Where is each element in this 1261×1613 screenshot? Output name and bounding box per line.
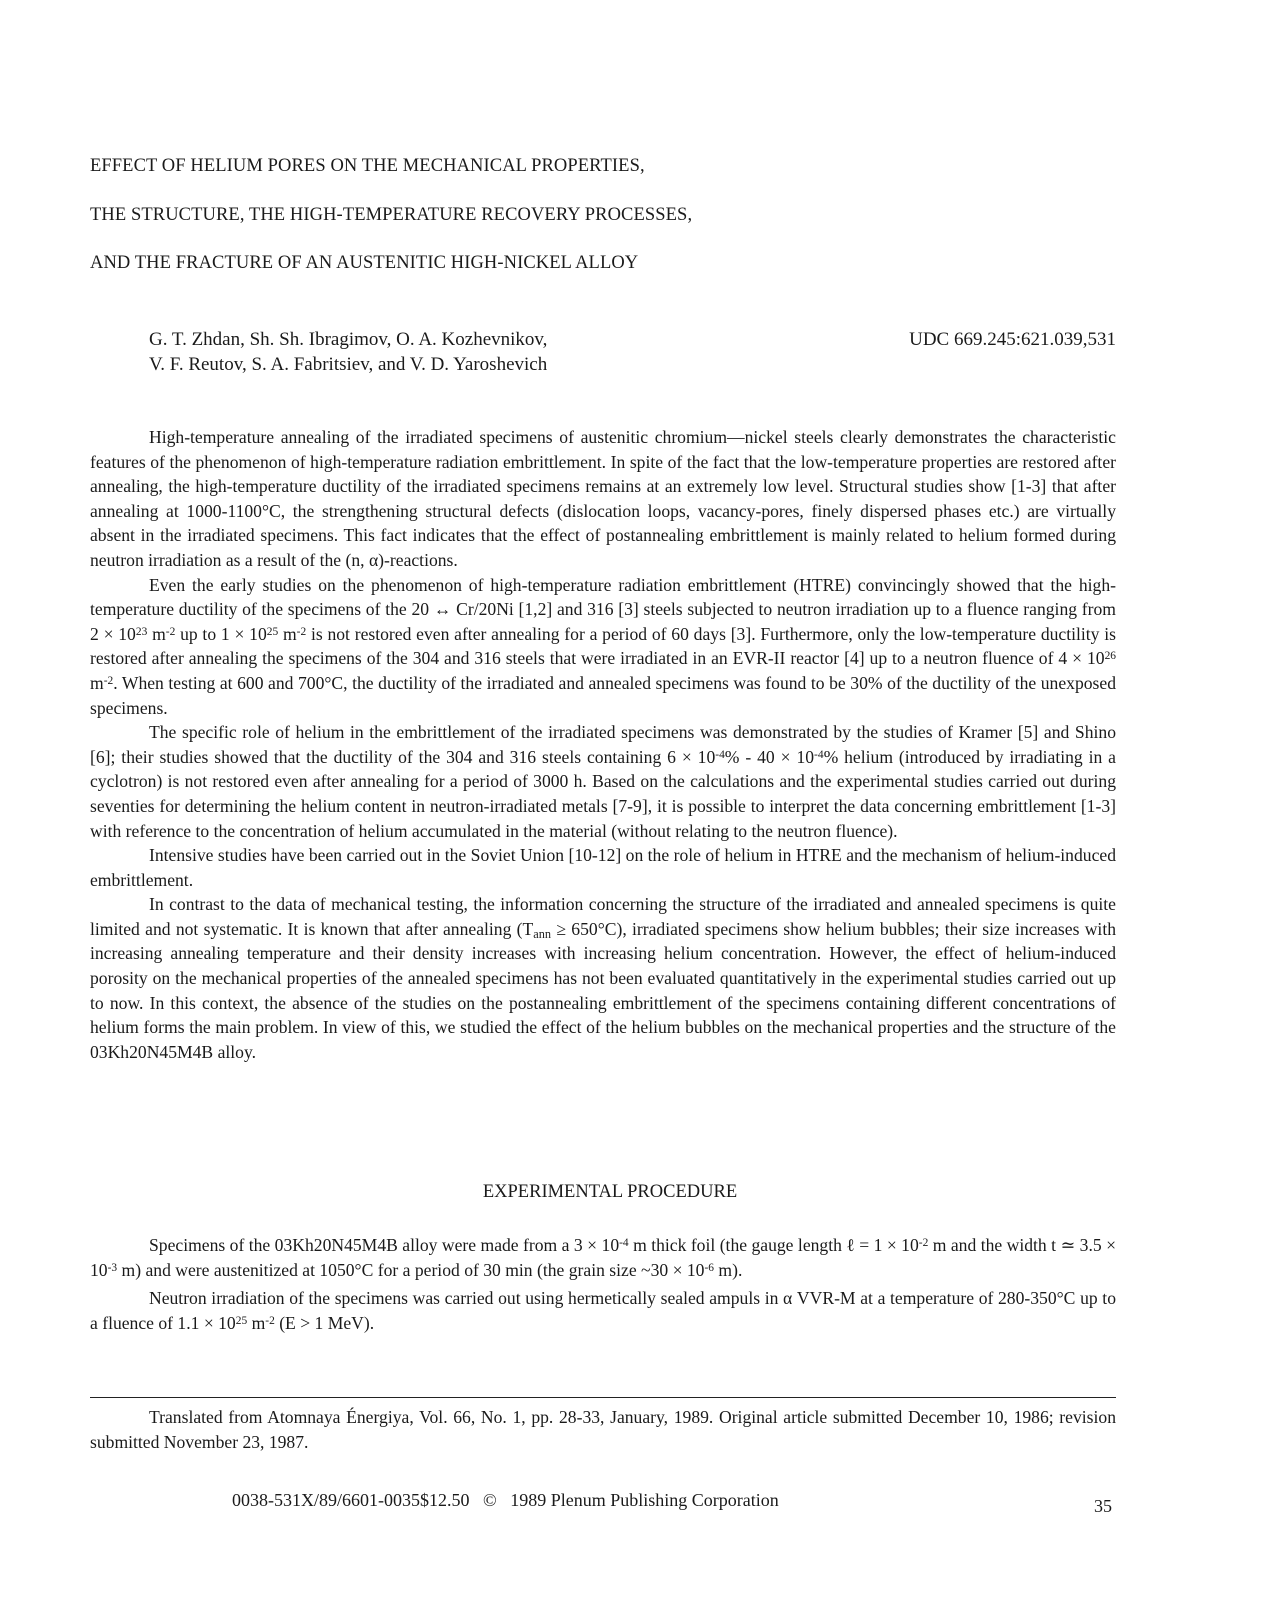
- superscript: -4: [715, 748, 725, 761]
- superscript: -4: [814, 748, 824, 761]
- page-number: 35: [1094, 1496, 1112, 1516]
- text-run: up to 1 × 10: [175, 623, 267, 644]
- text-run: m: [90, 672, 104, 693]
- text-run: (E > 1 MeV).: [274, 1312, 375, 1333]
- text-run: m and the width t ≃ 3.5 × 10: [90, 1235, 1116, 1280]
- article-body: [90, 425, 1116, 1064]
- text-run: m thick foil (the gauge length ℓ = 1 × 10: [628, 1235, 919, 1255]
- authors: [149, 327, 547, 377]
- paragraph-4: Intensive studies have been carried out in the Soviet Union [10-12] on the role of helium in HTRE and the mechanism of helium-induced embrittlement.: [90, 845, 1116, 890]
- text-run: In contrast to the data of mechanical testing, the information concerning the structure of the irradiated and annealed specimens is quite limited and not systematic. It is known that after annealing (T: [90, 894, 1116, 939]
- superscript: -2: [265, 1314, 275, 1327]
- text-run: ≥ 650°C), irradiated specimens show helium bubbles; their size increases with increasing annealing temperature and their density increases with increasing helium concentration. However, the effect of helium-induced porosity on the mechanical properties of the annealed specimens has not been evaluated quantitatively in the experimental studies carried out up to now. In this context, the absence of the studies on the postannealing embrittlement of the specimens containing different concentrations of helium forms the main problem. In view of this, we studied the effect of the helium bubbles on the mechanical properties and the structure of the 03Kh20N45M4B alloy.: [90, 918, 1116, 1062]
- paragraph-5: [90, 892, 1116, 1064]
- superscript: -2: [103, 674, 114, 687]
- text-run: m: [278, 623, 297, 644]
- authors-line-1: G. T. Zhdan, Sh. Sh. Ibragimov, O. A. Kozhevnikov,: [149, 329, 548, 350]
- text-run: % - 40 × 10: [724, 746, 815, 767]
- text-run: m) and were austenitized at 1050°C for a period of 30 min (the grain size ~30 × 10: [117, 1259, 705, 1280]
- text-run: m: [247, 1312, 266, 1333]
- procedure-paragraph-1: [90, 1233, 1116, 1282]
- procedure-body: [90, 1233, 1116, 1335]
- superscript: -3: [107, 1261, 118, 1274]
- paragraph-1: High-temperature annealing of the irradiated specimens of austenitic chromium—nickel steels clearly demonstrates the characteristic features of the phenomenon of high-temperature radiation embrittlement. In spite of the fact that the low-temperature properties are restored after annealing, the high-temperature ductility of the irradiated specimens remains at an extremely low level. Structural studies show [1-3] that after annealing at 1000-1100°C, the strengthening structural defects (dislocation loops, vacancy-pores, finely dispersed phases etc.) are virtually absent in the irradiated specimens. This fact indicates that the effect of postannealing embrittlement is mainly related to helium formed during neutron irradiation as a result of the (n, α)-reactions.: [90, 427, 1116, 570]
- text-run: . When testing at 600 and 700°C, the ductility of the irradiated and annealed specimens was found to be 30% of the ductility of the unexposed specimens.: [90, 672, 1116, 718]
- copyright-icon: ©: [483, 1490, 497, 1510]
- footer-publication-code: [232, 1490, 779, 1511]
- translation-footnote: [90, 1405, 1116, 1454]
- superscript: 26: [1104, 650, 1116, 663]
- copyright-text: 1989 Plenum Publishing Corporation: [510, 1490, 779, 1510]
- authors-line-2: V. F. Reutov, S. A. Fabritsiev, and V. D. Yaroshevich: [149, 354, 548, 375]
- superscript: -2: [165, 625, 176, 638]
- text-run: is not restored even after annealing for a period of 60 days [3]. Furthermore, only the low-temperature ductility is restored after annealing the specimens of the 304 and 316 steels that were irradiated in an EVR-II reactor [4] up to a neutron fluence of 4 × 10: [90, 623, 1116, 669]
- text-run: The specific role of helium in the embrittlement of the irradiated specimens was demonstrated by the studies of Kramer [5] and Shino [6]; their studies showed that the ductility of the 304 and 316 steels containing 6 × 10: [90, 722, 1116, 767]
- title-line-3: AND THE FRACTURE OF AN AUSTENITIC HIGH-NICKEL ALLOY: [90, 253, 639, 273]
- superscript: 23: [135, 625, 148, 638]
- superscript: 25: [266, 625, 279, 638]
- superscript: -6: [704, 1261, 715, 1274]
- title-line-2: THE STRUCTURE, THE HIGH-TEMPERATURE RECOVERY PROCESSES,: [90, 205, 693, 225]
- text-run: m).: [714, 1259, 743, 1280]
- text-run: m: [147, 623, 166, 644]
- issn-code: 0038-531X/89/6601-0035$12.50: [232, 1490, 470, 1510]
- udc-code: UDC 669.245:621.039,531: [909, 329, 1116, 350]
- footnote-divider: [90, 1397, 1116, 1398]
- text-run: Even the early studies on the phenomenon of high-temperature radiation embrittlement (HTRE) convincingly showed that the high-temperature ductility of the specimens of the 20 ↔ Cr/20Ni [1,2] and 316 [3] steels subjected to neutron irradiation up to a fluence ranging from 2 × 10: [90, 574, 1116, 644]
- title-line-1: EFFECT OF HELIUM PORES ON THE MECHANICAL PROPERTIES,: [90, 156, 645, 176]
- superscript: 25: [235, 1314, 248, 1327]
- section-heading: EXPERIMENTAL PROCEDURE: [482, 1182, 738, 1202]
- paragraph-3: [90, 720, 1116, 843]
- footnote-text: Translated from Atomnaya Énergiya, Vol. 66, No. 1, pp. 28-33, January, 1989. Original article submitted December 10, 1986; revision submitted November 23, 1987.: [90, 1407, 1116, 1452]
- paragraph-2: [90, 573, 1116, 721]
- subscript: ann: [533, 926, 552, 941]
- procedure-paragraph-2: [90, 1286, 1116, 1335]
- superscript: -2: [918, 1236, 929, 1249]
- superscript: -2: [296, 625, 307, 638]
- text-run: % helium (introduced by irradiating in a cyclotron) is not restored even after annealing for a period of 3000 h. Based on the calculations and the experimental studies carried out during seventies for determining the helium content in neutron-irradiated metals [7-9], it is possible to interpret the data concerning embrittlement [1-3] with reference to the concentration of helium accumulated in the material (without relating to the neutron fluence).: [90, 746, 1116, 841]
- text-run: Neutron irradiation of the specimens was carried out using hermetically sealed ampuls in α VVR-M at a temperature of 280-350°C up to a fluence of 1.1 × 10: [90, 1288, 1116, 1333]
- text-run: Specimens of the 03Kh20N45M4B alloy were made from a 3 × 10: [149, 1235, 620, 1255]
- superscript: -4: [619, 1236, 629, 1249]
